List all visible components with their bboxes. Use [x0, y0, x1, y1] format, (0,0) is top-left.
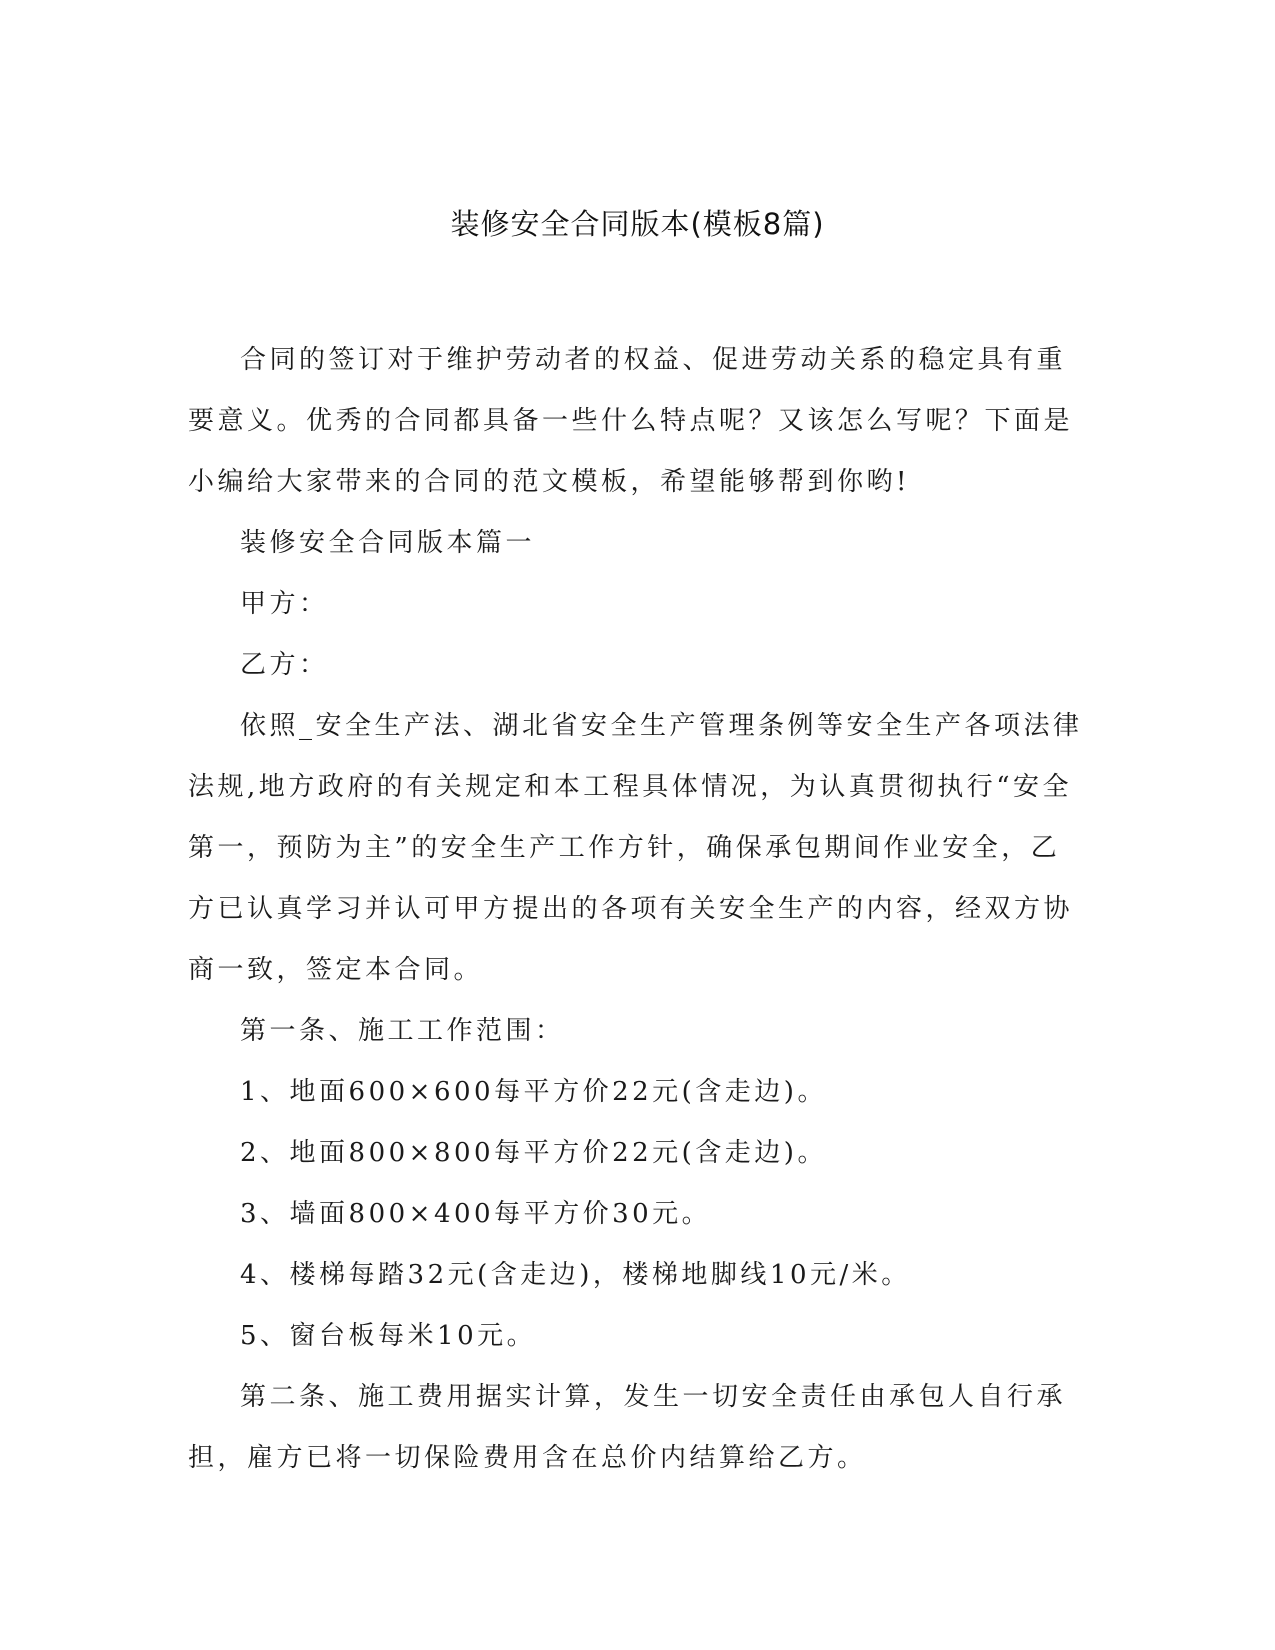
- article-item: 2、地面800×800每平方价22元(含走边)。: [240, 1138, 827, 1168]
- preamble-paragraph: 依照_安全生产法、湖北省安全生产管理条例等安全生产各项法律法规,地方政府的有关规定和本工程具体情况，为认真贯彻执行“安全第一，预防为主”的安全生产工作方针，确保承包期间作业安全，乙方已认真学习并认可甲方提出的各项有关安全生产的内容，经双方协商一致，签定本合同。: [188, 711, 1083, 985]
- party-a-line: 甲方：: [240, 589, 329, 619]
- document-title: 装修安全合同版本(模板8篇): [450, 207, 825, 241]
- article-item: 4、楼梯每踏32元(含走边)，楼梯地脚线10元/米。: [240, 1260, 911, 1290]
- section-heading: 装修安全合同版本篇一: [240, 528, 536, 558]
- article-one-heading: 第一条、施工工作范围：: [240, 1016, 565, 1046]
- article-item: 5、窗台板每米10元。: [240, 1321, 537, 1351]
- article-two-paragraph: 第二条、施工费用据实计算，发生一切安全责任由承包人自行承担，雇方已将一切保险费用含在总价内结算给乙方。: [188, 1382, 1067, 1473]
- article-item: 3、墙面800×400每平方价30元。: [240, 1199, 712, 1229]
- article-item: 1、地面600×600每平方价22元(含走边)。: [240, 1077, 827, 1107]
- intro-paragraph: 合同的签订对于维护劳动者的权益、促进劳动关系的稳定具有重要意义。优秀的合同都具备一些什么特点呢？又该怎么写呢？下面是小编给大家带来的合同的范文模板，希望能够帮到你哟!: [188, 345, 1074, 497]
- document-body: [188, 330, 1088, 1489]
- party-b-line: 乙方：: [240, 650, 329, 680]
